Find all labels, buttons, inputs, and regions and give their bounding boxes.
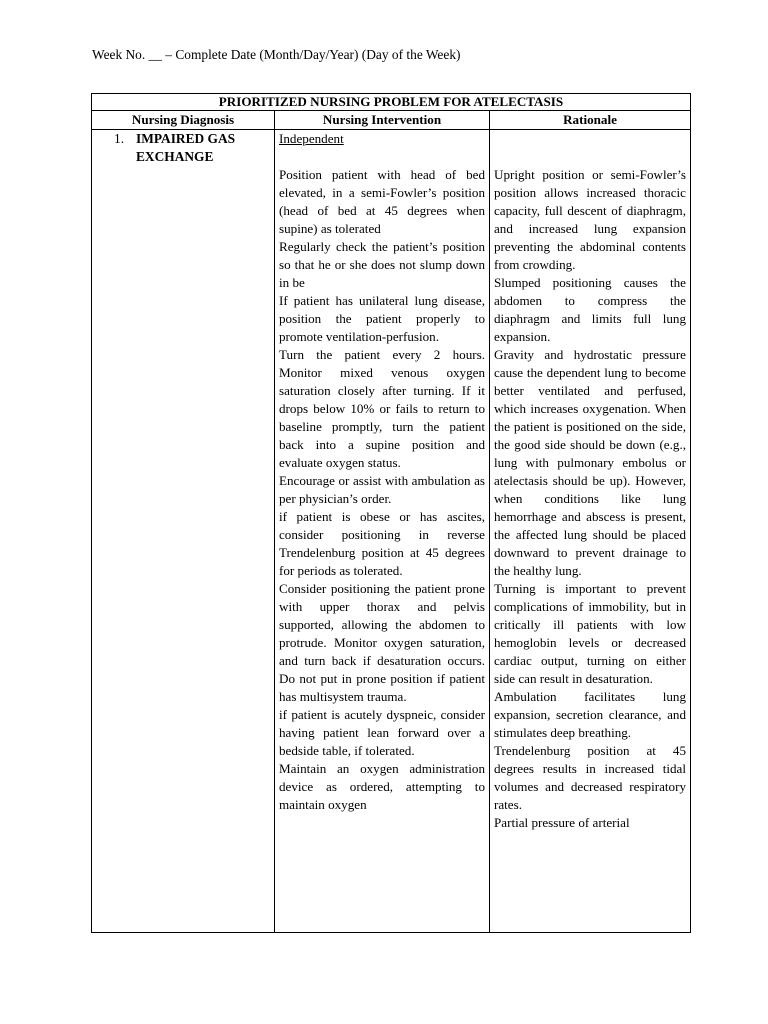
table-title-row — [92, 94, 691, 111]
column-header-diagnosis: Nursing Diagnosis — [92, 111, 275, 130]
rationale-spacer — [494, 130, 686, 166]
diagnosis-label: IMPAIRED GAS EXCHANGE — [136, 131, 236, 164]
intervention-item: if patient is acutely dyspneic, consider having patient lean forward over a bedside table, if tolerated. — [279, 707, 485, 758]
intervention-item: Position patient with head of bed elevated, in a semi-Fowler’s position (head of bed at 45 degrees when supine) as tolerated — [279, 167, 485, 236]
rationale-item: Gravity and hydrostatic pressure cause the dependent lung to become better ventilated and perfused, which increases oxygenation. When the patient is positioned on the side, the good side should be down (e.g., lung with pulmonary embolus or atelectasis should be up). However, when conditions like lung hemorrhage and abscess is present, the affected lung should be placed downward to prevent drainage to the healthy lung. — [494, 347, 686, 578]
intervention-heading: Independent — [279, 131, 344, 146]
intervention-item: Encourage or assist with ambulation as per physician’s order. — [279, 473, 485, 506]
column-header-row — [92, 111, 691, 130]
diagnosis-number: 1. — [114, 131, 125, 146]
intervention-item: if patient is obese or has ascites, consider positioning in reverse Trendelenburg position at 45 degrees for periods as tolerated. — [279, 509, 485, 578]
nursing-care-plan-table — [91, 93, 691, 933]
rationale-item: Slumped positioning causes the abdomen to compress the diaphragm and limits full lung expansion. — [494, 275, 686, 344]
rationale-item: Trendelenburg position at 45 degrees results in increased tidal volumes and decreased respiratory rates. — [494, 743, 686, 812]
diagnosis-cell — [92, 130, 275, 933]
intervention-cell — [275, 130, 490, 933]
intervention-item: If patient has unilateral lung disease, position the patient properly to promote ventilation-perfusion. — [279, 293, 485, 344]
week-date-header: Week No. __ – Complete Date (Month/Day/Year) (Day of the Week) — [92, 47, 461, 62]
intervention-item: Maintain an oxygen administration device as ordered, attempting to maintain oxygen — [279, 761, 485, 812]
rationale-cell — [490, 130, 691, 933]
intervention-item: Turn the patient every 2 hours. Monitor mixed venous oxygen saturation closely after turning. If it drops below 10% or fails to return to baseline promptly, turn the patient back into a supine position and evaluate oxygen status. — [279, 347, 485, 470]
rationale-item: Ambulation facilitates lung expansion, secretion clearance, and stimulates deep breathing. — [494, 689, 686, 740]
rationale-item: Upright position or semi-Fowler’s position allows increased thoracic capacity, full descent of diaphragm, and increased lung expansion preventing the abdominal contents from crowding. — [494, 167, 686, 272]
diagnosis-item — [96, 130, 270, 166]
rationale-item: Partial pressure of arterial — [494, 815, 630, 830]
column-header-rationale: Rationale — [490, 111, 691, 130]
table-row — [92, 130, 691, 933]
table-title: PRIORITIZED NURSING PROBLEM FOR ATELECTASIS — [92, 94, 691, 111]
rationale-item: Turning is important to prevent complications of immobility, but in critically ill patients with low hemoglobin levels or decreased cardiac output, turning on either side can result in desaturation. — [494, 581, 686, 686]
column-header-intervention: Nursing Intervention — [275, 111, 490, 130]
intervention-item: Regularly check the patient’s position so that he or she does not slump down in be — [279, 239, 485, 290]
intervention-item: Consider positioning the patient prone with upper thorax and pelvis supported, allowing the abdomen to protrude. Monitor oxygen saturation, and turn back if desaturation occurs. Do not put in prone position if patient has multisystem trauma. — [279, 581, 485, 704]
